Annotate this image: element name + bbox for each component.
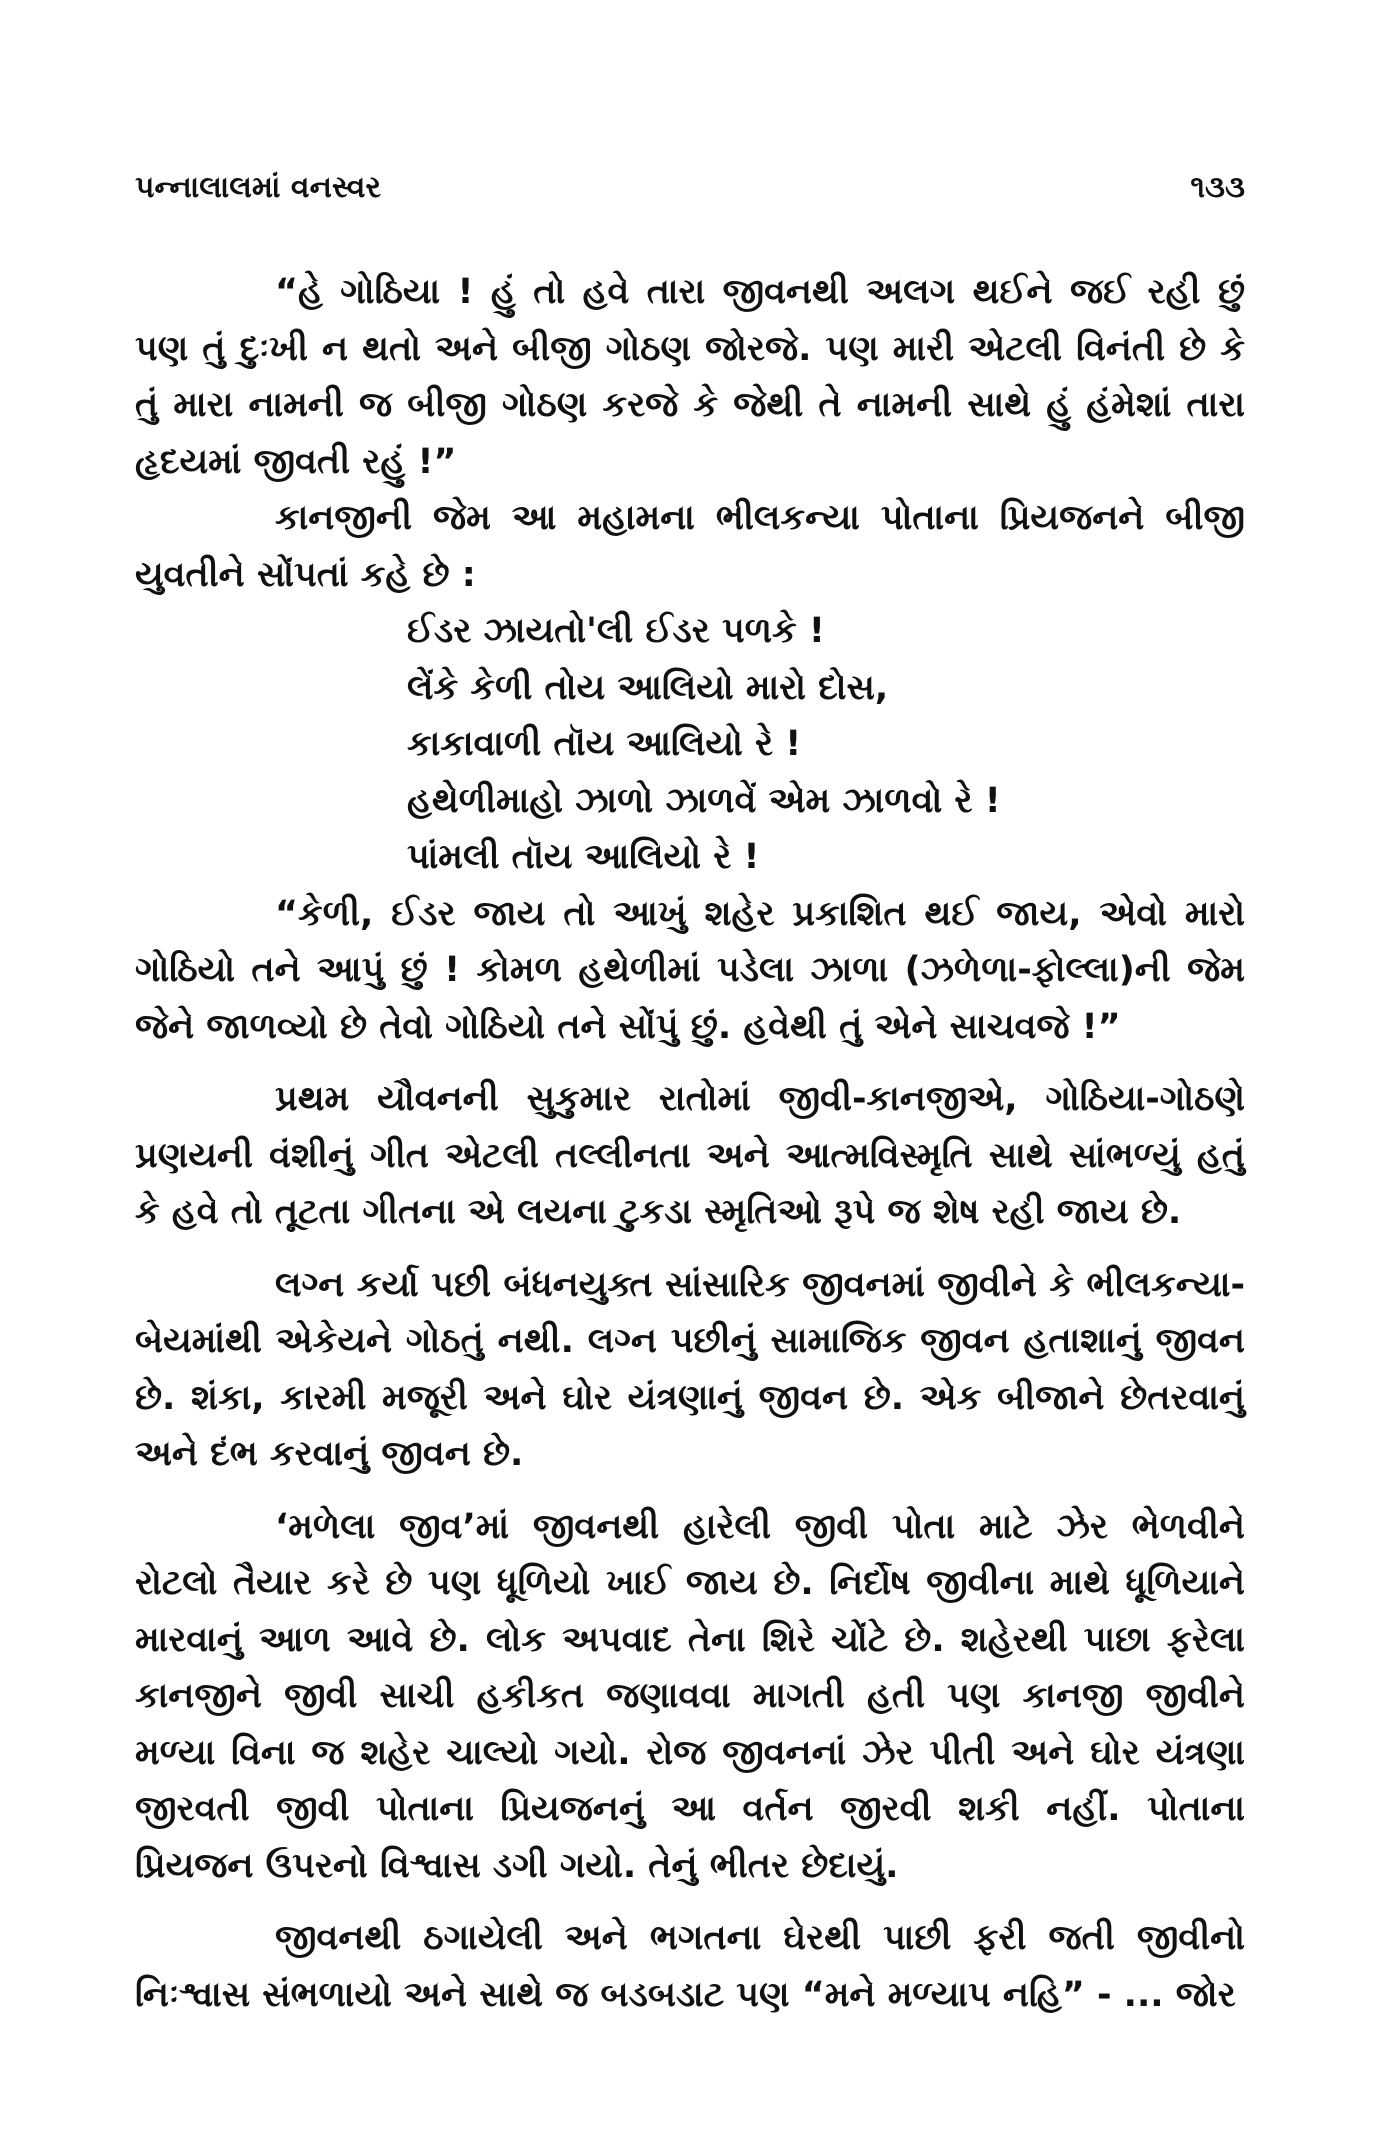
- page-header: [135, 170, 1245, 230]
- verse-line: લેંકે કેળી તોય આલિયો મારો દોસ,: [407, 667, 889, 708]
- verse-line: ઈડર ઝાયતો'લી ઈડર પળકે !: [407, 611, 825, 651]
- running-title: પન્નાલાલમાં વનસ્વર: [135, 170, 381, 205]
- verse-line: હથેળીમાહો ઝાળો ઝાળવેં એમ ઝાળવો રે !: [407, 780, 1001, 821]
- verse-block: [407, 603, 1245, 886]
- page-number: ૧૩૩: [1190, 170, 1245, 205]
- paragraph: “કેળી, ઈડર જાય તો આખું શહેર પ્રકાશિત થઈ જાય, એવો મારો ગોઠિયો તને આપું છું ! કોમળ હથેળીમાં પડેલા ઝાળા (ઝળેળા-ફોલ્લા)ની જેમ જેને જાળવ્યો છે તેવો ગોઠિયો તને સોંપું છું. હવેથી તું એને સાચવજે !”: [135, 893, 1245, 1047]
- book-page: [135, 170, 1245, 2023]
- paragraph: જીવનથી ઠગાયેલી અને ભગતના ઘેરથી પાછી ફરી જતી જીવીનો નિઃશ્વાસ સંભળાયો અને સાથે જ બડબડાટ પણ “મને મળ્યાપ નહિ” - ... જોર: [135, 1918, 1245, 2015]
- paragraph: “હે ગોઠિયા ! હું તો હવે તારા જીવનથી અલગ થઈને જઈ રહી છું પણ તું દુઃખી ન થતો અને બીજી ગોઠણ જોરજે. પણ મારી એટલી વિનંતી છે કે તું મારા નામની જ બીજી ગોઠણ કરજે કે જેથી તે નામની સાથે હું હંમેશાં તારા હૃદયમાં જીવતી રહું !”: [135, 272, 1245, 482]
- verse-line: કાકાવાળી તૉય આલિયો રે !: [407, 724, 802, 764]
- paragraph: ‘મળેલા જીવ’માં જીવનથી હારેલી જીવી પોતા માટે ઝેર ભેળવીને રોટલો તૈયાર કરે છે પણ ધૂળિયો ખાઈ જાય છે. નિર્દોષ જીવીના માથે ધૂળિયાને મારવાનું આળ આવે છે. લોક અપવાદ તેના શિરે ચોંટે છે. શહેરથી પાછા ફરેલા કાનજીને જીવી સાચી હકીકત જણાવવા માગતી હતી પણ કાનજી જીવીને મળ્યા વિના જ શહેર ચાલ્યો ગયો. રોજ જીવનનાં ઝેર પીતી અને ઘોર યંત્રણા જીરવતી જીવી પોતાના પ્રિયજનનું આ વર્તન જીરવી શકી નહીં. પોતાના પ્રિયજન ઉપરનો વિશ્વાસ ડગી ગયો. તેનું ભીતર છેદાયું.: [135, 1506, 1245, 1886]
- paragraph: પ્રથમ યૌવનની સુકુમાર રાતોમાં જીવી-કાનજીએ, ગોઠિયા-ગોઠણે પ્રણયની વંશીનું ગીત એટલી તલ્લીનતા અને આત્મવિસ્મૃતિ સાથે સાંભળ્યું હતું કે હવે તો તૂટતા ગીતના એ લયના ટુકડા સ્મૃતિઓ રૂપે જ શેષ રહી જાય છે.: [135, 1079, 1245, 1232]
- paragraph: કાનજીની જેમ આ મહામના ભીલકન્યા પોતાના પ્રિયજનને બીજી યુવતીને સોંપતાં કહે છે :: [135, 498, 1245, 595]
- verse-line: પાંમલી તૉય આલિયો રે !: [407, 837, 760, 877]
- paragraph: લગ્ન કર્યા પછી બંધનયુક્ત સાંસારિક જીવનમાં જીવીને કે ભીલકન્યા-બેયમાંથી એકેયને ગોઠતું નથી. લગ્ન પછીનું સામાજિક જીવન હતાશાનું જીવન છે. શંકા, કારમી મજૂરી અને ઘોર યંત્રણાનું જીવન છે. એક બીજાને છેતરવાનું અને દંભ કરવાનું જીવન છે.: [135, 1264, 1245, 1474]
